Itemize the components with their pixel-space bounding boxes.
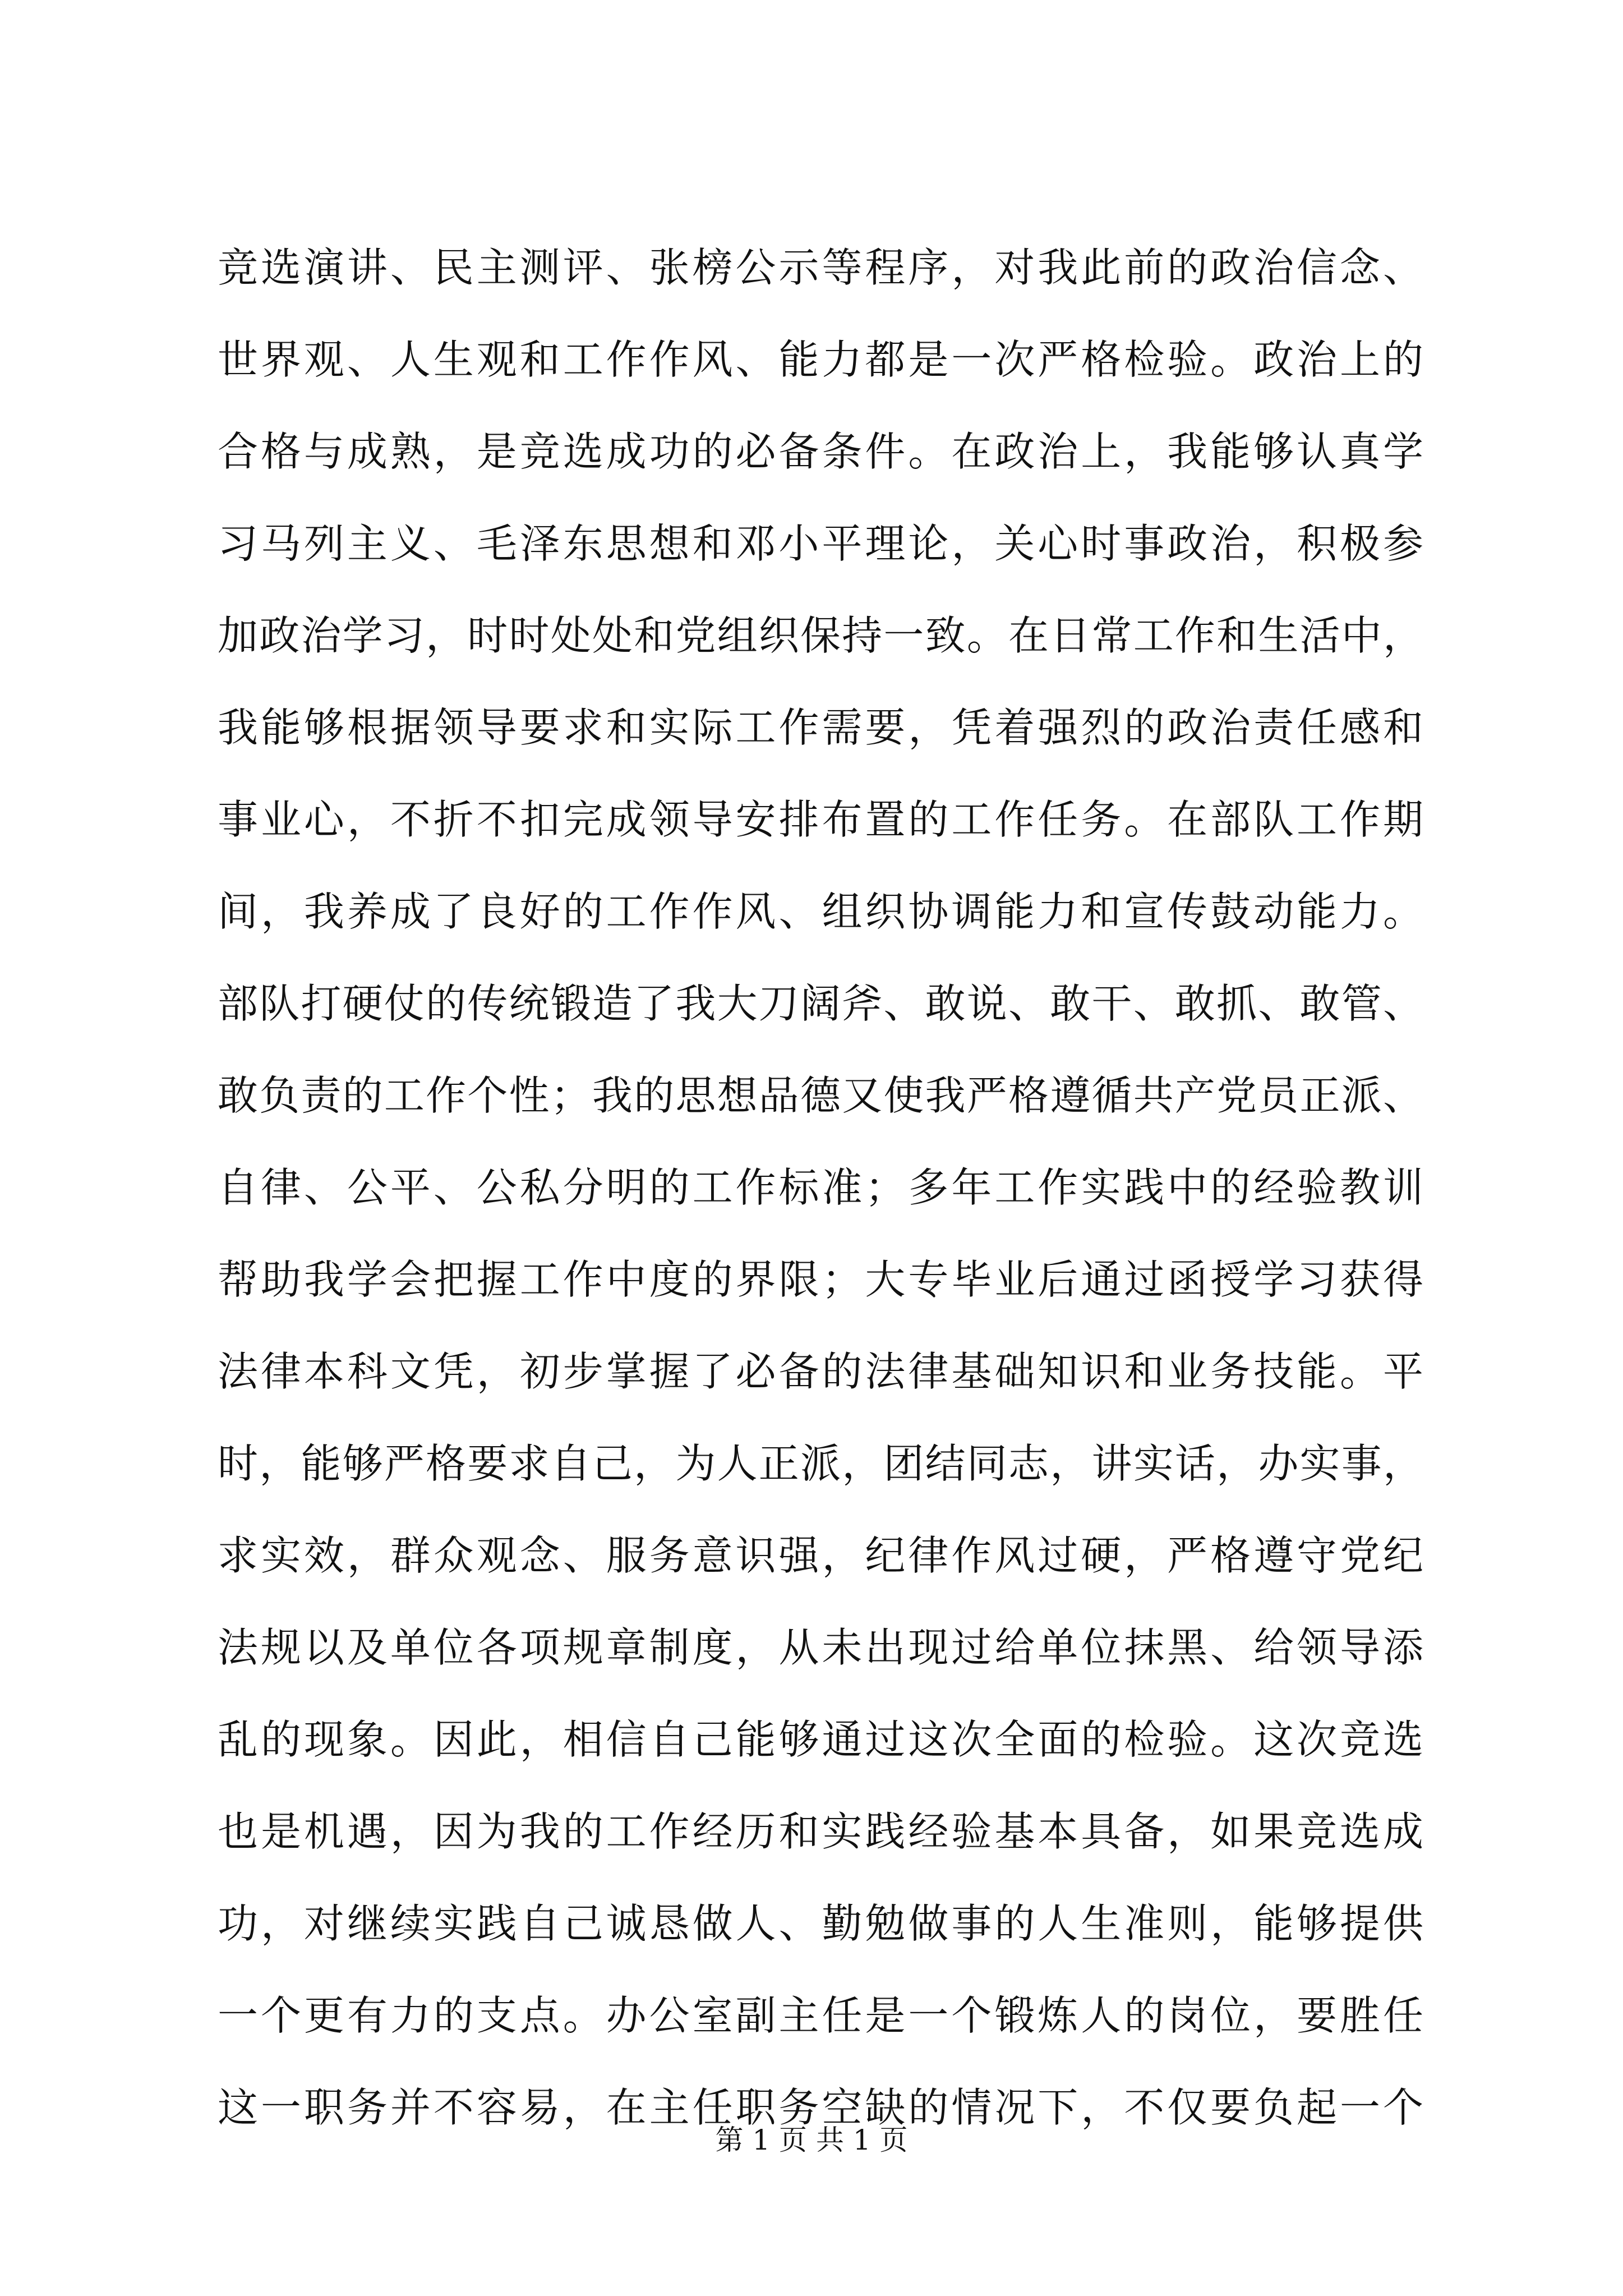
text-line: 习马列主义、毛泽东思想和邓小平理论，关心时事政治，积极参	[218, 520, 1423, 567]
text-line: 我能够根据领导要求和实际工作需要，凭着强烈的政治责任感和	[218, 704, 1423, 751]
text-line: 加政治学习，时时处处和党组织保持一致。在日常工作和生活中，	[218, 612, 1423, 659]
text-line: 法规以及单位各项规章制度，从未出现过给单位抹黑、给领导添	[218, 1624, 1423, 1671]
text-line: 功，对继续实践自己诚恳做人、勤勉做事的人生准则，能够提供	[218, 1900, 1423, 1947]
text-line: 自律、公平、公私分明的工作标准；多年工作实践中的经验教训	[218, 1164, 1423, 1211]
text-line: 部队打硬仗的传统锻造了我大刀阔斧、敢说、敢干、敢抓、敢管、	[218, 980, 1423, 1027]
text-line: 合格与成熟，是竞选成功的必备条件。在政治上，我能够认真学	[218, 428, 1423, 475]
text-line: 一个更有力的支点。办公室副主任是一个锻炼人的岗位，要胜任	[218, 1992, 1423, 2039]
body-text	[218, 222, 1423, 2154]
text-line: 时，能够严格要求自己，为人正派，团结同志，讲实话，办实事，	[218, 1440, 1423, 1487]
text-line: 乱的现象。因此，相信自己能够通过这次全面的检验。这次竞选	[218, 1716, 1423, 1763]
page-footer	[0, 2123, 1623, 2157]
text-line: 也是机遇，因为我的工作经历和实践经验基本具备，如果竞选成	[218, 1808, 1423, 1855]
text-line: 间，我养成了良好的工作作风、组织协调能力和宣传鼓动能力。	[218, 888, 1423, 935]
text-line: 敢负责的工作个性；我的思想品德又使我严格遵循共产党员正派、	[218, 1072, 1423, 1119]
text-line: 法律本科文凭，初步掌握了必备的法律基础知识和业务技能。平	[218, 1348, 1423, 1395]
text-line: 事业心，不折不扣完成领导安排布置的工作任务。在部队工作期	[218, 796, 1423, 843]
text-line: 世界观、人生观和工作作风、能力都是一次严格检验。政治上的	[218, 336, 1423, 383]
page-number-label: 第 1 页 共 1 页	[715, 2124, 908, 2156]
text-line: 竞选演讲、民主测评、张榜公示等程序，对我此前的政治信念、	[218, 244, 1423, 291]
text-line: 帮助我学会把握工作中度的界限；大专毕业后通过函授学习获得	[218, 1256, 1423, 1303]
text-line: 这一职务并不容易，在主任职务空缺的情况下，不仅要负起一个	[218, 2084, 1423, 2131]
text-line: 求实效，群众观念、服务意识强，纪律作风过硬，严格遵守党纪	[218, 1532, 1423, 1579]
